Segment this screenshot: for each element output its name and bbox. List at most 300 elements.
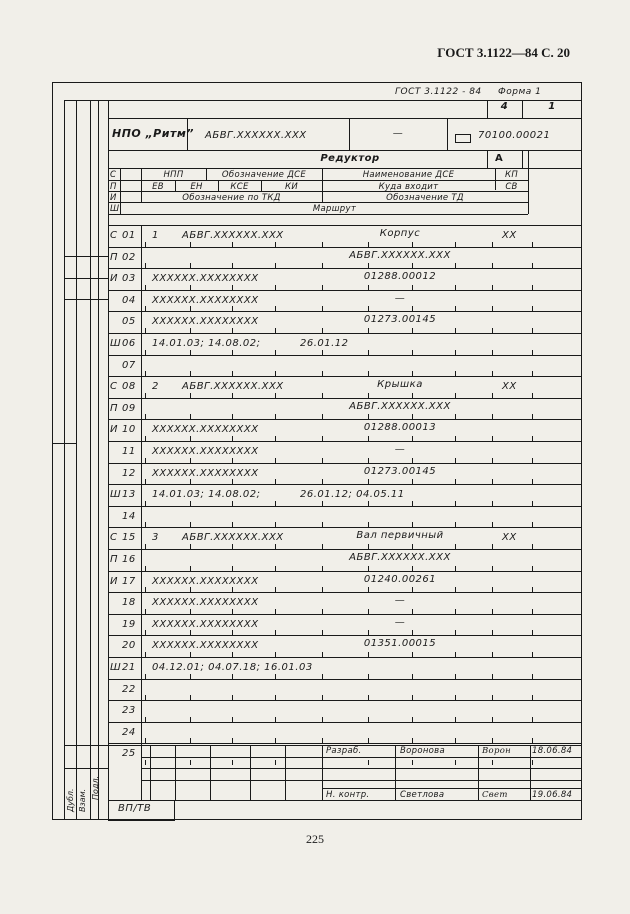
row-tick [412, 479, 413, 484]
row-tick [232, 630, 233, 635]
row-tick [145, 609, 146, 614]
row-tick [190, 630, 191, 635]
control-name: Светлова [400, 790, 445, 800]
row-tick [232, 414, 233, 419]
row-designation: АБВГ.XXXXXX.XXX [182, 230, 284, 241]
row-tick [232, 501, 233, 506]
row-route-extra: 26.01.12 [300, 338, 349, 349]
row-tick [455, 674, 456, 679]
row-tick [368, 436, 369, 441]
document-designation: АБВГ.XXXXXX.XXX [205, 130, 307, 141]
row-name: 01351.00015 [363, 638, 437, 649]
row-tick [455, 522, 456, 527]
developed-signature: Ворон [482, 746, 512, 756]
row-tick [190, 738, 191, 743]
row-line [108, 441, 582, 442]
row-tick [532, 306, 533, 311]
row-tick [412, 717, 413, 722]
row-tick [190, 328, 191, 333]
row-number: 10 [122, 424, 136, 435]
row-tick [412, 544, 413, 549]
row-name: 01288.00012 [363, 271, 437, 282]
designation-dash: — [392, 128, 404, 139]
row-tick [322, 695, 323, 700]
row-tick [145, 479, 146, 484]
header-line [108, 118, 582, 119]
row-tick [492, 717, 493, 722]
row-prefix: С [110, 381, 118, 392]
row-tick [532, 566, 533, 571]
row-tick [232, 371, 233, 376]
row-tick [322, 674, 323, 679]
row-designation: XXXXXX.XXXXXXXX [152, 597, 259, 608]
row-tick [322, 306, 323, 311]
row-tick [190, 674, 191, 679]
row-tick [190, 263, 191, 268]
row-name: — [394, 293, 406, 304]
row-number: 19 [122, 619, 136, 630]
row-line [108, 247, 582, 248]
row-tick [532, 458, 533, 463]
row-designation: XXXXXX.XXXXXXXX [152, 424, 259, 435]
title-line [487, 150, 488, 168]
signature-line [395, 745, 396, 800]
row-tick [455, 393, 456, 398]
row-tick [492, 522, 493, 527]
margin-line [90, 100, 91, 820]
row-tick [275, 738, 276, 743]
row-tick [412, 414, 413, 419]
signature-line [285, 745, 286, 800]
row-tick [412, 566, 413, 571]
row-tick [455, 328, 456, 333]
row-number: 04 [122, 295, 136, 306]
row-tick [145, 717, 146, 722]
row-number: 02 [122, 252, 136, 263]
row-name: АБВГ.XXXXXX.XXX [349, 552, 451, 563]
row-line [108, 311, 582, 312]
row-tick [190, 306, 191, 311]
row-tick [368, 760, 369, 765]
row-tick [492, 738, 493, 743]
row-tick [368, 263, 369, 268]
margin-line [64, 100, 108, 101]
row-line [108, 506, 582, 507]
row-tick [145, 738, 146, 743]
row-tick [190, 609, 191, 614]
row-tick [532, 695, 533, 700]
bottom-box-line [108, 820, 174, 821]
margin-line [64, 100, 65, 820]
row-tick [492, 695, 493, 700]
col-ki: КИ [285, 182, 298, 192]
row-tick [492, 652, 493, 657]
col-dce-name: Наименование ДСЕ [362, 170, 455, 180]
row-tick [275, 436, 276, 441]
row-tick [455, 479, 456, 484]
row-tick [368, 328, 369, 333]
row-tick [412, 393, 413, 398]
row-name: 01288.00013 [363, 422, 437, 433]
col-tkd: Обозначение по ТКД [182, 193, 281, 203]
row-tick [455, 717, 456, 722]
row-prefix: И [110, 424, 118, 435]
row-designation: XXXXXX.XXXXXXXX [152, 446, 259, 457]
row-tick [368, 414, 369, 419]
row-number: 25 [122, 748, 136, 759]
margin-line [64, 299, 108, 300]
row-tick [412, 695, 413, 700]
row-tick [145, 566, 146, 571]
row-tick [532, 350, 533, 355]
row-tick [412, 760, 413, 765]
row-tick [455, 760, 456, 765]
row-tick [492, 566, 493, 571]
col-en: ЕН [190, 182, 203, 192]
row-number: 12 [122, 468, 136, 479]
row-tick [368, 609, 369, 614]
signature-line [322, 757, 582, 758]
row-tick [190, 695, 191, 700]
row-tick [275, 544, 276, 549]
col-npp: НПП [163, 170, 184, 180]
row-tick [145, 414, 146, 419]
row-tick [455, 263, 456, 268]
row-tick [368, 393, 369, 398]
row-tick [492, 285, 493, 290]
row-tick [145, 544, 146, 549]
gost-label: ГОСТ 3.1122 - 84 [395, 87, 482, 97]
row-tick [145, 674, 146, 679]
row-tick [492, 458, 493, 463]
row-line [108, 463, 582, 464]
service-prefix: С [110, 170, 117, 180]
row-tick [492, 587, 493, 592]
row-tick [455, 695, 456, 700]
row-tick [412, 630, 413, 635]
row-tick [232, 695, 233, 700]
control-label: Н. контр. [326, 790, 370, 800]
row-tick [492, 371, 493, 376]
row-tick [190, 544, 191, 549]
row-designation: XXXXXX.XXXXXXXX [152, 640, 259, 651]
row-tick [275, 652, 276, 657]
row-tick [232, 544, 233, 549]
row-tick [275, 263, 276, 268]
row-tick [145, 242, 146, 247]
row-tick [232, 609, 233, 614]
row-tick [322, 630, 323, 635]
row-designation: 04.12.01; 04.07.18; 16.01.03 [152, 662, 313, 673]
row-tick [322, 652, 323, 657]
row-line [108, 290, 582, 291]
row-tick [322, 717, 323, 722]
row-prefix: Ш [110, 489, 122, 500]
page-header: ГОСТ 3.1122—84 С. 20 [437, 45, 570, 60]
row-designation: 14.01.03; 14.08.02; [152, 489, 261, 500]
row-tick [455, 350, 456, 355]
row-tick [232, 436, 233, 441]
col-kse: КСЕ [230, 182, 249, 192]
row-tick [368, 371, 369, 376]
row-tick [455, 566, 456, 571]
row-tick [455, 630, 456, 635]
row-tick [190, 587, 191, 592]
row-number: 03 [122, 273, 136, 284]
col-ev: ЕВ [152, 182, 164, 192]
row-tick [368, 652, 369, 657]
row-tick [145, 306, 146, 311]
row-tick [412, 306, 413, 311]
row-prefix: Ш [110, 338, 122, 349]
organization-name: НПО „Ритм” [112, 127, 194, 140]
row-tick [275, 695, 276, 700]
row-tick [412, 501, 413, 506]
row-number: 13 [122, 489, 136, 500]
row-name: — [394, 444, 406, 455]
row-tick [532, 328, 533, 333]
row-tick [322, 242, 323, 247]
row-tick [532, 414, 533, 419]
number-column-line [141, 225, 142, 745]
row-tick [455, 652, 456, 657]
row-tick [275, 371, 276, 376]
row-tick [532, 717, 533, 722]
row-tick [532, 393, 533, 398]
row-tick [145, 652, 146, 657]
row-line [108, 743, 582, 744]
col-dce-code: Обозначение ДСЕ [221, 170, 307, 180]
sheets-count: 4 [500, 101, 509, 112]
row-item-number: 1 [152, 230, 159, 241]
row-tick [190, 566, 191, 571]
row-tick [145, 263, 146, 268]
row-tick [275, 674, 276, 679]
row-item-number: 3 [152, 532, 159, 543]
row-tick [412, 609, 413, 614]
row-tick [232, 652, 233, 657]
row-number: 20 [122, 640, 136, 651]
row-line [108, 333, 582, 334]
row-prefix: П [110, 403, 119, 414]
row-item-number: 2 [152, 381, 159, 392]
row-tick [275, 717, 276, 722]
row-tick [492, 242, 493, 247]
row-tick [532, 263, 533, 268]
row-tick [275, 242, 276, 247]
row-tick [368, 285, 369, 290]
row-tick [368, 501, 369, 506]
row-designation: XXXXXX.XXXXXXXX [152, 295, 259, 306]
row-name: 01240.00261 [363, 574, 437, 585]
row-tick [492, 630, 493, 635]
row-tick [492, 393, 493, 398]
col-sv: СВ [505, 182, 518, 192]
row-designation: XXXXXX.XXXXXXXX [152, 316, 259, 327]
margin-line [64, 256, 108, 257]
row-number: 22 [122, 684, 136, 695]
row-tick [322, 393, 323, 398]
row-tick [412, 242, 413, 247]
row-tick [232, 263, 233, 268]
row-tick [275, 760, 276, 765]
row-tick [275, 458, 276, 463]
row-tick [532, 242, 533, 247]
row-tick [145, 522, 146, 527]
row-tick [190, 652, 191, 657]
row-tick [368, 630, 369, 635]
row-tick [368, 350, 369, 355]
row-designation: 14.01.03; 14.08.02; [152, 338, 261, 349]
row-number: 17 [122, 576, 136, 587]
signature-line [141, 768, 582, 769]
header-line [108, 150, 582, 151]
signature-line [141, 745, 142, 800]
row-line [108, 376, 582, 377]
row-prefix: П [110, 252, 119, 263]
row-tick [275, 501, 276, 506]
row-tick [322, 738, 323, 743]
sheet-number: 1 [548, 101, 556, 112]
row-designation: XXXXXX.XXXXXXXX [152, 576, 259, 587]
row-tick [492, 263, 493, 268]
row-tick [145, 587, 146, 592]
row-kp: XX [502, 381, 517, 392]
signature-line [150, 745, 151, 800]
row-tick [412, 350, 413, 355]
row-line [108, 592, 582, 593]
row-tick [455, 242, 456, 247]
margin-line [52, 443, 76, 444]
row-tick [492, 479, 493, 484]
developed-name: Воронова [400, 746, 446, 756]
row-tick [412, 285, 413, 290]
row-tick [368, 544, 369, 549]
row-tick [368, 566, 369, 571]
row-number: 14 [122, 511, 136, 522]
row-tick [532, 285, 533, 290]
row-tick [232, 458, 233, 463]
row-line [108, 571, 582, 572]
row-line [108, 398, 582, 399]
row-number: 18 [122, 597, 136, 608]
row-tick [322, 609, 323, 614]
signature-line [322, 745, 323, 800]
row-tick [455, 371, 456, 376]
row-tick [232, 738, 233, 743]
row-tick [368, 479, 369, 484]
row-line [108, 527, 582, 528]
row-tick [412, 436, 413, 441]
row-name: Крышка [377, 379, 423, 390]
row-tick [145, 458, 146, 463]
row-line [108, 484, 582, 485]
row-name: АБВГ.XXXXXX.XXX [349, 401, 451, 412]
row-tick [190, 414, 191, 419]
row-tick [492, 544, 493, 549]
row-tick [455, 414, 456, 419]
title-line [522, 150, 523, 168]
row-tick [145, 328, 146, 333]
row-tick [532, 738, 533, 743]
row-tick [368, 587, 369, 592]
row-tick [145, 501, 146, 506]
col-kp: КП [504, 170, 519, 180]
row-tick [532, 652, 533, 657]
row-designation: XXXXXX.XXXXXXXX [152, 468, 259, 479]
developed-label: Разраб. [326, 746, 362, 756]
row-tick [232, 306, 233, 311]
row-tick [412, 263, 413, 268]
row-number: 08 [122, 381, 136, 392]
row-tick [145, 285, 146, 290]
row-tick [275, 350, 276, 355]
row-tick [532, 609, 533, 614]
margin-line [64, 745, 108, 746]
margin-line [98, 100, 99, 820]
developed-date: 18.06.84 [532, 746, 573, 756]
vzam-label: Взам. [78, 788, 87, 812]
row-prefix: И [110, 273, 118, 284]
row-line [108, 722, 582, 723]
row-tick [232, 587, 233, 592]
row-line [108, 225, 582, 226]
row-tick [322, 263, 323, 268]
row-tick [190, 371, 191, 376]
row-tick [275, 393, 276, 398]
row-tick [492, 674, 493, 679]
row-tick [190, 522, 191, 527]
row-name: 01273.00145 [363, 466, 437, 477]
row-designation: XXXXXX.XXXXXXXX [152, 619, 259, 630]
row-tick [190, 285, 191, 290]
row-tick [190, 242, 191, 247]
row-name: 01273.00145 [363, 314, 437, 325]
row-tick [532, 501, 533, 506]
row-tick [455, 587, 456, 592]
row-tick [412, 674, 413, 679]
row-line [108, 657, 582, 658]
header-line [447, 118, 448, 150]
stamp-box [455, 134, 471, 143]
row-tick [322, 479, 323, 484]
form-name: Форма 1 [498, 87, 542, 97]
row-tick [368, 242, 369, 247]
row-tick [275, 414, 276, 419]
row-name: — [394, 595, 406, 606]
col-where: Куда входит [378, 182, 439, 192]
row-tick [412, 587, 413, 592]
row-tick [532, 544, 533, 549]
row-tick [492, 328, 493, 333]
row-tick [190, 393, 191, 398]
row-tick [532, 760, 533, 765]
row-tick [232, 566, 233, 571]
row-tick [145, 350, 146, 355]
row-tick [275, 630, 276, 635]
row-tick [232, 328, 233, 333]
row-tick [412, 738, 413, 743]
row-line [108, 355, 582, 356]
row-tick [412, 458, 413, 463]
row-name: Вал первичный [356, 530, 444, 541]
row-tick [322, 371, 323, 376]
row-kp: XX [502, 230, 517, 241]
margin-line [76, 100, 77, 820]
row-tick [455, 306, 456, 311]
row-tick [232, 242, 233, 247]
row-designation: АБВГ.XXXXXX.XXX [182, 532, 284, 543]
